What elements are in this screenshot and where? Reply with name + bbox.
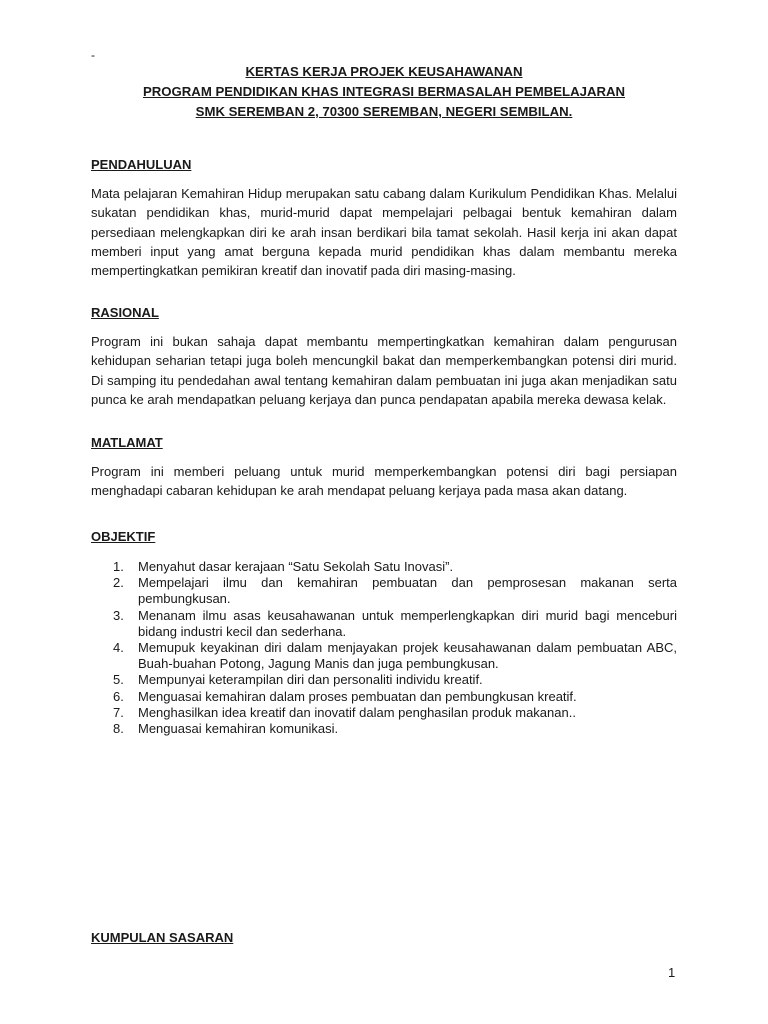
list-item xyxy=(91,559,677,575)
list-item xyxy=(91,689,677,705)
page-number: 1 xyxy=(668,965,676,980)
objektif-list xyxy=(91,559,677,737)
list-number: 1. xyxy=(113,559,124,574)
header-mark: - xyxy=(91,48,95,62)
heading-rasional: RASIONAL xyxy=(91,305,159,320)
list-item xyxy=(91,575,677,607)
heading-kumpulan-sasaran: KUMPULAN SASARAN xyxy=(91,930,234,945)
list-item xyxy=(91,721,677,737)
list-item-text: Mempelajari ilmu dan kemahiran pembuatan dan pemprosesan makanan serta pembungkusan. xyxy=(138,575,677,607)
list-item-text: Memupuk keyakinan diri dalam menjayakan projek keusahawanan dalam pembuatan ABC, Buah-buahan Potong, Jagung Manis dan juga pembungkusan. xyxy=(138,640,677,672)
program-title: PROGRAM PENDIDIKAN KHAS INTEGRASI BERMASALAH PEMBELAJARAN xyxy=(142,84,626,99)
list-item-text: Mempunyai keterampilan diri dan personaliti individu kreatif. xyxy=(138,672,483,688)
list-number: 8. xyxy=(113,721,124,737)
list-number: 4. xyxy=(113,640,124,656)
list-number: 3. xyxy=(113,607,124,623)
list-item-text: Menyahut dasar kerajaan “Satu Sekolah Satu Inovasi”. xyxy=(138,559,454,574)
list-item-text: Menanam ilmu asas keusahawanan untuk memperlengkapkan diri murid bagi menceburi bidang industri kecil dan sederhana. xyxy=(138,607,677,639)
paragraph-pendahuluan: Mata pelajaran Kemahiran Hidup merupakan satu cabang dalam Kurikulum Pendidikan Khas. Melalui sukatan pendidikan khas, murid-murid dapat mempelajari pelbagai bentuk kemahiran dalam persediaan melengkapkan diri ke arah insan berdikari bila tamat sekolah. Hasil kerja ini akan dapat memberi input yang amat berguna kepada murid pendidikan khas dalam membantu mereka mempertingkatkan pemikiran kreatif dan inovatif pada diri masing-masing. xyxy=(91,186,677,279)
document-title: KERTAS KERJA PROJEK KEUSAHAWANAN xyxy=(245,64,523,79)
list-number: 5. xyxy=(113,672,124,688)
paragraph-rasional: Program ini bukan sahaja dapat membantu mempertingkatkan kemahiran dalam pengurusan kehidupan seharian tetapi juga boleh mencungkil bakat dan memperkembangkan potensi diri murid. Di samping itu pendedahan awal tentang kemahiran dalam pembuatan ini juga akan menjadikan satu punca ke arah mendapatkan peluang kerjaya dan punca pendapatan apabila mereka dewasa kelak. xyxy=(91,334,677,407)
school-address: SMK SEREMBAN 2, 70300 SEREMBAN, NEGERI SEMBILAN. xyxy=(195,104,573,119)
list-item xyxy=(91,640,677,672)
heading-pendahuluan: PENDAHULUAN xyxy=(91,157,192,172)
list-item xyxy=(91,705,677,721)
heading-objektif: OBJEKTIF xyxy=(91,529,156,544)
paragraph-matlamat: Program ini memberi peluang untuk murid memperkembangkan potensi diri bagi persiapan menghadapi cabaran kehidupan ke arah mendapat peluang kerjaya pada masa akan datang. xyxy=(91,464,677,499)
list-item-text: Menguasai kemahiran dalam proses pembuatan dan pembungkusan kreatif. xyxy=(138,688,577,704)
heading-matlamat: MATLAMAT xyxy=(91,435,163,450)
document-title-block xyxy=(0,62,768,122)
list-item-text: Menghasilkan idea kreatif dan inovatif dalam penghasilan produk makanan.. xyxy=(138,704,576,720)
list-number: 7. xyxy=(113,704,124,720)
list-number: 6. xyxy=(113,688,124,704)
list-item xyxy=(91,608,677,640)
list-item-text: Menguasai kemahiran komunikasi. xyxy=(138,721,339,737)
list-item xyxy=(91,672,677,688)
list-number: 2. xyxy=(113,575,124,591)
